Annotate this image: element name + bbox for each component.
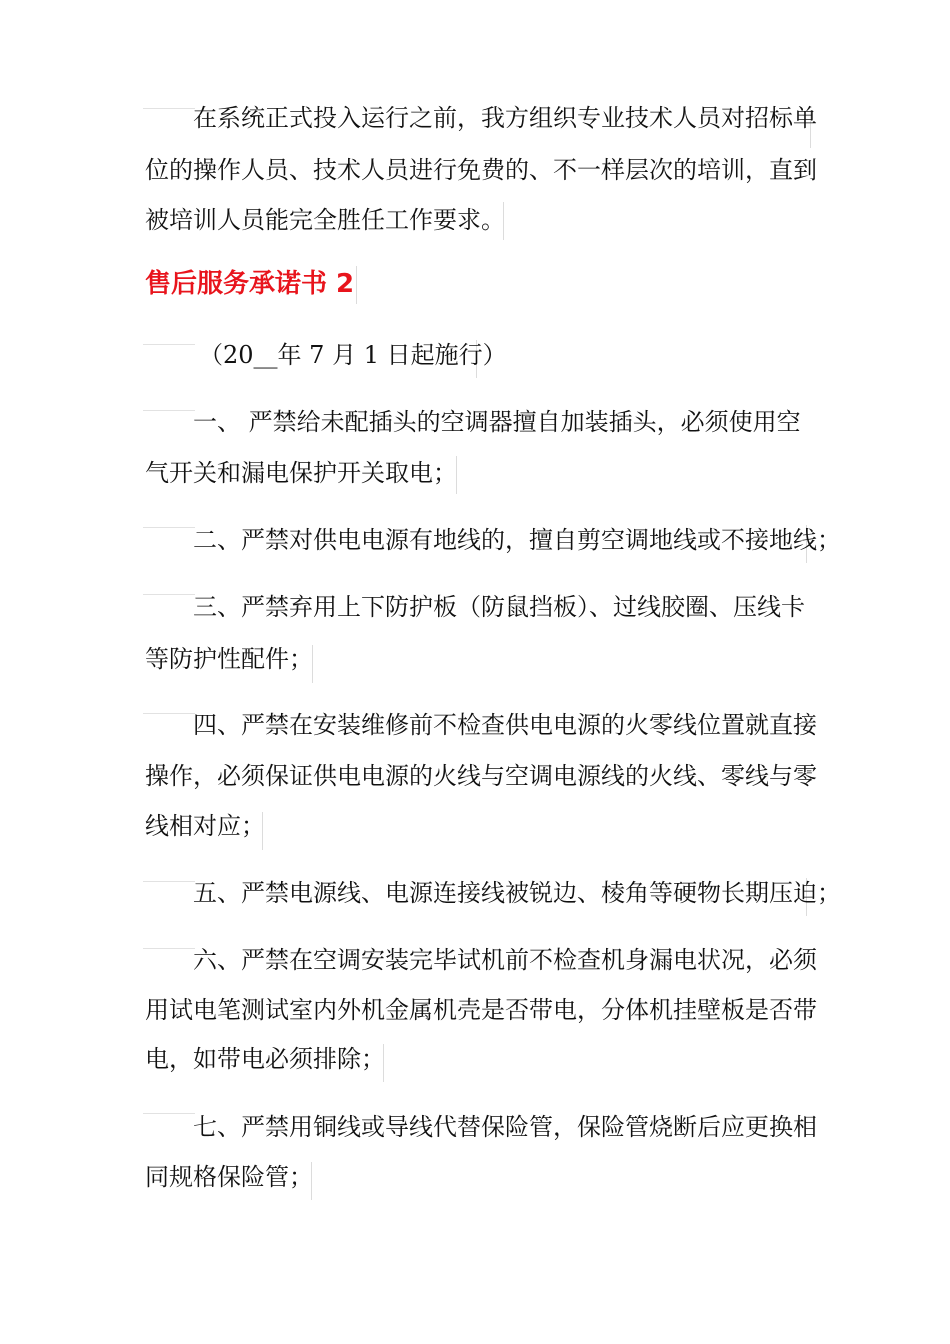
rule-line: 二、严禁对供电电源有地线的，擅自剪空调地线或不接地线； [193,526,841,554]
guide-mark [143,527,195,528]
guide-mark [143,948,195,949]
rule-line: 三、严禁弃用上下防护板（防鼠挡板）、过线胶圈、压线卡 [193,593,805,621]
rule-line: 四、严禁在安装维修前不检查供电电源的火零线位置就直接 [193,711,817,739]
guide-mark [143,410,195,411]
intro-line: 位的操作人员、技术人员进行免费的、不一样层次的培训，直到 [145,156,817,184]
guide-mark [356,266,357,304]
rule-line: 操作，必须保证供电电源的火线与空调电源线的火线、零线与零 [145,762,817,790]
guide-mark [143,1113,195,1114]
guide-mark [143,344,195,345]
guide-mark [143,713,195,714]
rule-line: 气开关和漏电保护开关取电； [145,459,457,487]
rule-line: 同规格保险管； [145,1163,313,1191]
rule-line: 用试电笔测试室内外机金属机壳是否带电，分体机挂壁板是否带 [145,996,817,1024]
rule-line: 七、严禁用铜线或导线代替保险管，保险管烧断后应更换相 [193,1113,817,1141]
guide-mark [143,108,195,109]
section-title: 售后服务承诺书 2 [145,269,355,299]
intro-line: 在系统正式投入运行之前，我方组织专业技术人员对招标单 [193,104,817,132]
rule-line: 五、严禁电源线、电源连接线被锐边、棱角等硬物长期压迫； [193,879,841,907]
effective-date: （20__年 7 月 1 日起施行） [199,341,507,369]
rule-line: 等防护性配件； [145,645,313,673]
rule-line: 电，如带电必须排除； [145,1045,385,1073]
rule-line: 六、严禁在空调安装完毕试机前不检查机身漏电状况，必须 [193,946,817,974]
guide-mark [143,881,195,882]
intro-line: 被培训人员能完全胜任工作要求。 [145,206,505,234]
guide-mark [143,594,195,595]
rule-line: 一、 严禁给未配插头的空调器擅自加装插头，必须使用空 [193,408,801,436]
rule-line: 线相对应； [145,812,265,840]
